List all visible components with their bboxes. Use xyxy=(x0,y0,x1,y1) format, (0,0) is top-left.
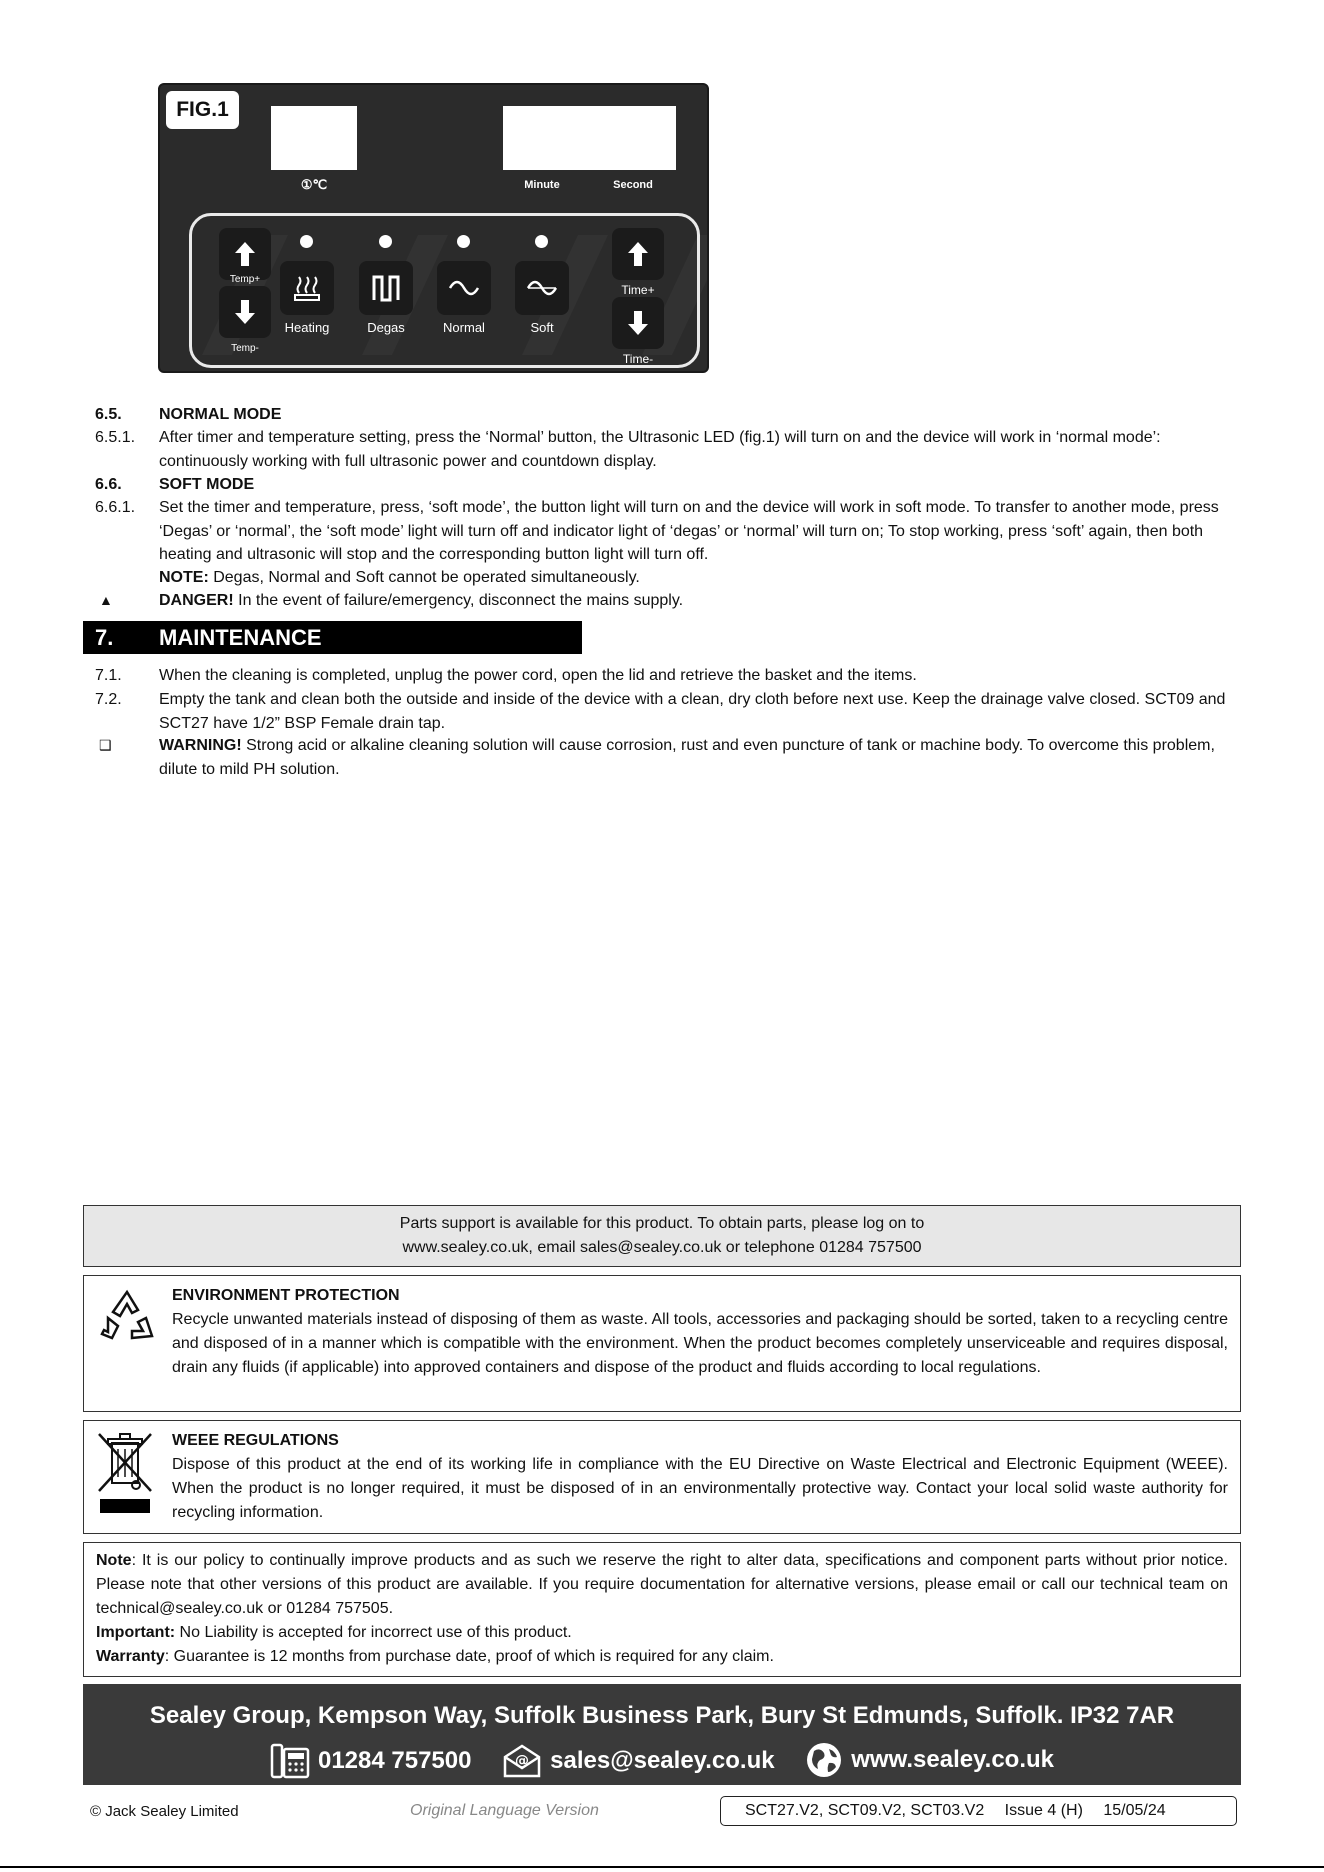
degas-label: Degas xyxy=(367,320,405,335)
danger-line xyxy=(95,589,1235,613)
arrow-down-icon xyxy=(627,310,649,336)
temp-down-label: Temp- xyxy=(231,343,259,354)
temp-up-button[interactable] xyxy=(219,228,271,280)
section-number: 6.6. xyxy=(95,476,122,493)
weee-regulations-box xyxy=(83,1420,1241,1534)
section-number: 6.6.1. xyxy=(95,499,136,516)
warranty-label: Warranty xyxy=(96,1648,165,1665)
email-contact xyxy=(502,1743,774,1779)
paragraph: When the cleaning is completed, unplug the power cord, open the lid and retrieve the basket and the items. xyxy=(159,667,917,684)
policy-note-text: : It is our policy to continually improve products and as such we reserve the right to alter data, specifications and component parts without prior notice. Please note that other versions of this product are available. If you require documentation for alternative versions, please email or call our technical team on technical@sealey.co.uk or 01284 757505. xyxy=(96,1552,1228,1617)
website-contact xyxy=(805,1741,1054,1779)
parts-line-1: Parts support is available for this product. To obtain parts, please log on to xyxy=(399,1215,925,1232)
normal-label: Normal xyxy=(443,320,485,335)
note-label: NOTE: xyxy=(159,569,209,586)
second-label: Second xyxy=(613,179,653,191)
degas-button[interactable] xyxy=(359,261,413,315)
environment-protection-box xyxy=(83,1275,1241,1412)
time-up-label: Time+ xyxy=(621,283,655,297)
soft-button[interactable] xyxy=(515,261,569,315)
svg-text:@: @ xyxy=(515,1753,530,1769)
temperature-display xyxy=(271,106,357,170)
section-number: 6.5.1. xyxy=(95,429,136,446)
policy-note-label: Note xyxy=(96,1552,132,1569)
heating-button[interactable] xyxy=(280,261,334,315)
arrow-down-icon xyxy=(234,299,256,325)
website-url: www.sealey.co.uk xyxy=(851,1746,1055,1773)
phone-number: 01284 757500 xyxy=(317,1747,472,1774)
paragraph: After timer and temperature setting, press the ‘Normal’ button, the Ultrasonic LED (fig.1) will turn on and the device will work in ‘normal mode’: continuously working with full ultrasonic power and countdown display. xyxy=(159,429,1161,470)
email-address: sales@sealey.co.uk xyxy=(550,1747,775,1774)
warning-line xyxy=(95,734,1235,781)
heating-icon xyxy=(292,273,322,303)
heating-indicator-led xyxy=(300,235,313,248)
paragraph: Empty the tank and clean both the outside and inside of the device with a clean, dry cloth before next use. Keep the drainage valve closed. SCT09 and SCT27 have 1/2” BSP Female drain tap. xyxy=(159,691,1226,732)
important-text: No Liability is accepted for incorrect use of this product. xyxy=(175,1624,572,1641)
note-line xyxy=(95,566,1235,590)
parts-line-2: www.sealey.co.uk, email sales@sealey.co.uk or telephone 01284 757500 xyxy=(402,1239,922,1256)
issue-number: Issue 4 (H) xyxy=(1004,1802,1083,1819)
pulse-wave-icon xyxy=(371,274,401,302)
parts-support-box xyxy=(83,1205,1241,1267)
policy-notes-box xyxy=(83,1542,1241,1677)
weee-text: Dispose of this product at the end of its working life in compliance with the EU Directive on Waste Electrical and Electronic Equipment (WEEE). When the product is no longer required, it must be disposed of in an environmentally protective way. Contact your local solid waste authority for recycling information. xyxy=(172,1456,1228,1521)
soft-indicator-led xyxy=(535,235,548,248)
normal-indicator-led xyxy=(457,235,470,248)
company-address-bar xyxy=(83,1684,1241,1785)
temperature-unit-label: ①℃ xyxy=(300,177,328,192)
warning-label: WARNING! xyxy=(159,737,242,754)
warning-text: Strong acid or alkaline cleaning solution will cause corrosion, rust and even puncture of tank or machine body. To overcome this problem, dilute to mild PH solution. xyxy=(159,737,1215,778)
sine-wave-icon xyxy=(448,278,480,298)
original-language-note: Original Language Version xyxy=(410,1802,599,1819)
danger-label: DANGER! xyxy=(159,592,234,609)
keypad xyxy=(189,213,700,368)
timer-display xyxy=(503,106,676,170)
degas-indicator-led xyxy=(379,235,392,248)
danger-text: In the event of failure/emergency, disconnect the mains supply. xyxy=(233,592,684,609)
time-up-button[interactable] xyxy=(612,228,664,280)
section-number: 7. xyxy=(95,625,114,650)
minute-label: Minute xyxy=(524,179,560,191)
model-issue-box xyxy=(720,1796,1237,1826)
bottom-rule xyxy=(0,1866,1324,1868)
control-panel-figure xyxy=(158,83,709,373)
section-6-6-heading xyxy=(95,473,1235,497)
time-down-label: Time- xyxy=(622,352,654,366)
model-numbers: SCT27.V2, SCT09.V2, SCT03.V2 xyxy=(745,1802,985,1819)
company-address: Sealey Group, Kempson Way, Suffolk Business Park, Bury St Edmunds, Suffolk. IP32 7AR xyxy=(149,1702,1175,1729)
important-label: Important: xyxy=(96,1624,176,1641)
issue-date: 15/05/24 xyxy=(1103,1802,1166,1819)
contact-line xyxy=(83,1741,1241,1786)
section-title: MAINTENANCE xyxy=(159,625,322,650)
figure-label: FIG.1 xyxy=(166,91,239,129)
important-note xyxy=(96,1621,1228,1645)
temp-up-label: Temp+ xyxy=(229,274,261,285)
maintenance-heading-bar xyxy=(83,621,582,654)
section-6-5-1 xyxy=(95,426,1235,473)
phone-contact xyxy=(270,1743,472,1779)
soft-wave-icon xyxy=(526,278,558,298)
section-title: SOFT MODE xyxy=(159,476,255,493)
environment-title: ENVIRONMENT PROTECTION xyxy=(172,1287,400,1304)
copyright: © Jack Sealey Limited xyxy=(90,1803,239,1820)
section-7-2 xyxy=(95,688,1235,735)
arrow-up-icon xyxy=(234,241,256,267)
warranty-text: : Guarantee is 12 months from purchase date, proof of which is required for any claim. xyxy=(164,1648,774,1665)
normal-button[interactable] xyxy=(437,261,491,315)
note-text: Degas, Normal and Soft cannot be operated simultaneously. xyxy=(208,569,640,586)
section-number: 7.1. xyxy=(95,667,122,684)
recycle-icon xyxy=(96,1286,158,1356)
section-number: 6.5. xyxy=(95,406,122,423)
arrow-up-icon xyxy=(627,241,649,267)
environment-text: Recycle unwanted materials instead of disposing of them as waste. All tools, accessories and packaging should be sorted, taken to a recycling centre and disposed of in a manner which is compatible with the environment. When the product becomes completely unserviceable and requires disposal, drain any fluids (if applicable) into approved containers and dispose of the product and fluids according to local regulations. xyxy=(172,1311,1228,1376)
phone-icon xyxy=(270,1743,310,1779)
time-down-button[interactable] xyxy=(612,297,664,349)
temp-down-button[interactable] xyxy=(219,286,271,338)
warranty-note xyxy=(96,1645,1228,1669)
section-6-5-heading xyxy=(95,403,1235,427)
globe-icon xyxy=(805,1741,843,1779)
section-6-6-1 xyxy=(95,496,1235,567)
crossed-bin-icon xyxy=(96,1431,154,1523)
section-number: 7.2. xyxy=(95,691,122,708)
section-7-1 xyxy=(95,664,1235,688)
danger-triangle-icon: ▲ xyxy=(99,592,113,608)
weee-title: WEEE REGULATIONS xyxy=(172,1432,339,1449)
soft-label: Soft xyxy=(530,320,554,335)
section-title: NORMAL MODE xyxy=(159,406,282,423)
heating-label: Heating xyxy=(284,320,330,335)
policy-note xyxy=(96,1549,1228,1621)
paragraph: Set the timer and temperature, press, ‘soft mode’, the button light will turn on and the device will work in soft mode. To transfer to another mode, press ‘Degas’ or ‘normal’, the ‘soft mode’ light will turn off and indicator light of ‘degas’ or ‘normal’ will turn on; To stop working, press ‘soft’ again, then both heating and ultrasonic will stop and the corresponding button light will turn off. xyxy=(159,499,1219,563)
email-icon xyxy=(502,1743,542,1779)
warning-square-icon: ❑ xyxy=(99,737,112,753)
